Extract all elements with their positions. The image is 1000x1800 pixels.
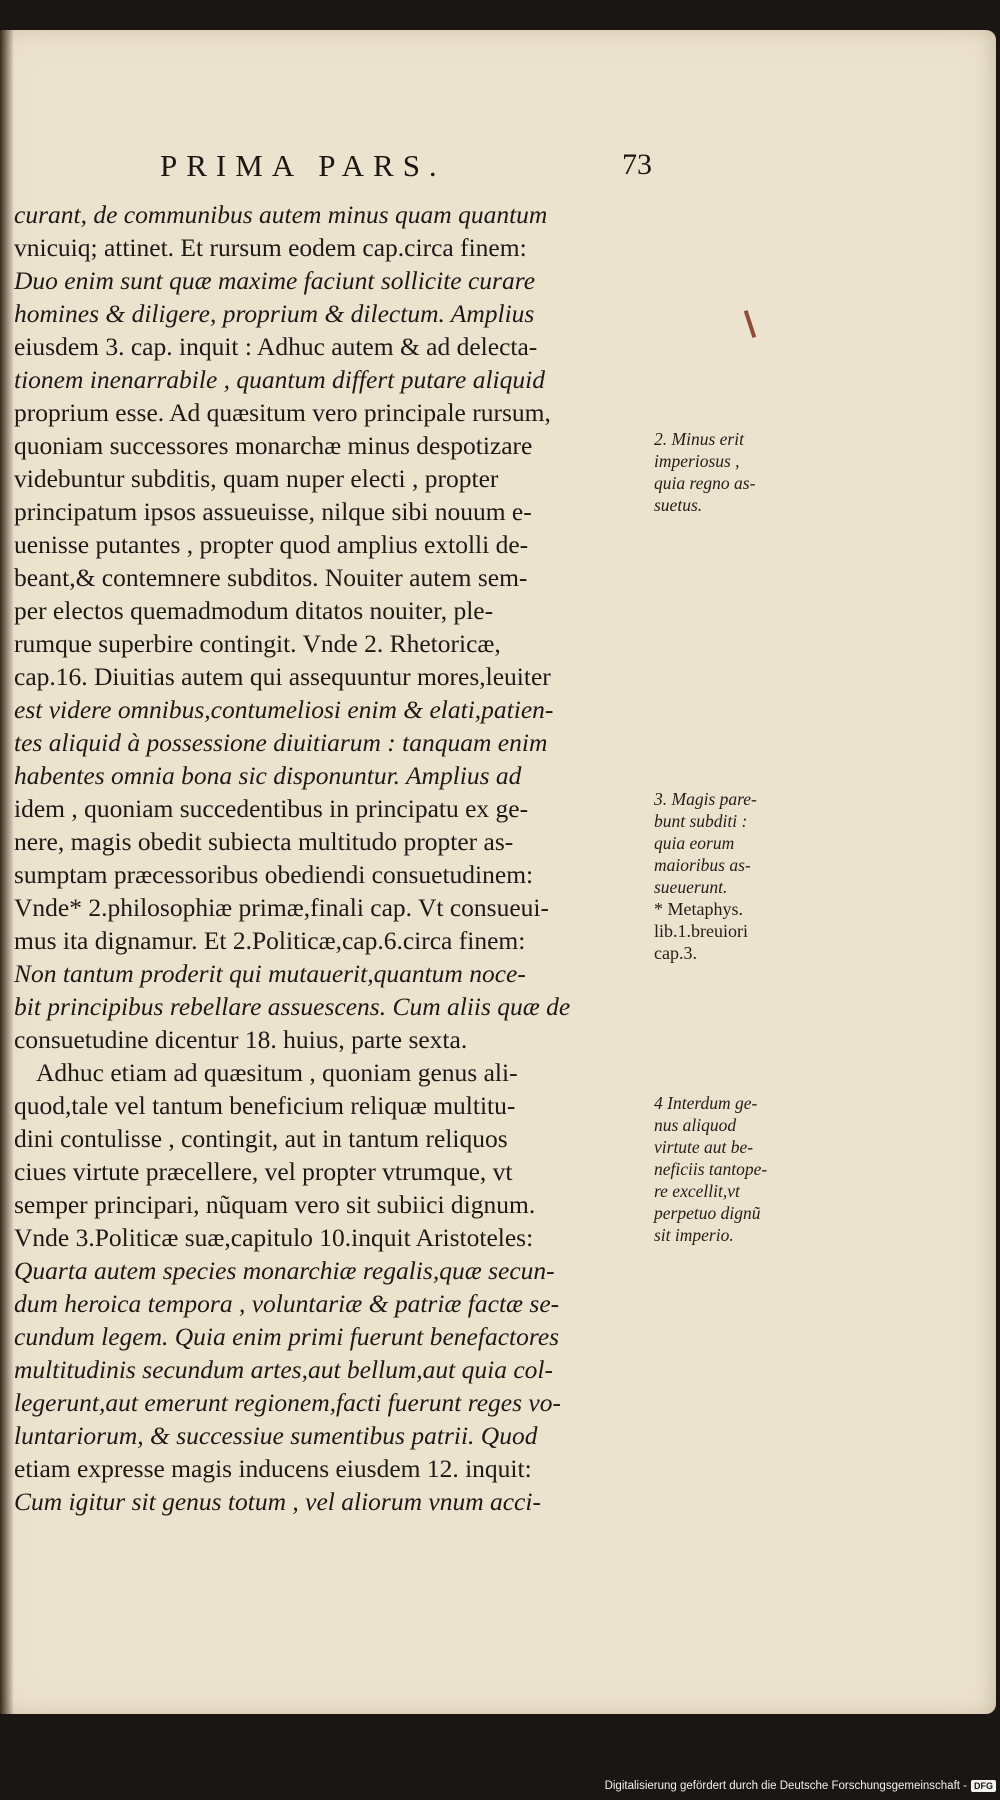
margin-note-line: sit imperio.	[654, 1225, 734, 1245]
text-line: luntariorum, & successiue sumentibus patrii. Quod	[14, 1421, 538, 1450]
text-line: principatum ipsos assueuisse, nilque sibi nouum e-	[14, 497, 532, 526]
margin-note-line: maioribus as-	[654, 855, 751, 875]
margin-note-line: sueuerunt.	[654, 877, 728, 897]
dfg-logo: DFG	[971, 1780, 996, 1792]
main-text-block	[14, 198, 652, 1518]
margin-note-line: * Metaphys.	[654, 899, 743, 919]
text-line: est videre omnibus,contumeliosi enim & elati,patien-	[14, 695, 554, 724]
text-line: eiusdem 3. cap. inquit : Adhuc autem & ad delecta-	[14, 332, 538, 361]
text-line: rumque superbire contingit. Vnde 2. Rhetoricæ,	[14, 629, 501, 658]
margin-note-line: bunt subditi :	[654, 811, 748, 831]
text-line: proprium esse. Ad quæsitum vero principale rursum,	[14, 398, 551, 427]
text-line: sumptam præcessoribus obediendi consuetudinem:	[14, 860, 534, 889]
text-line: dum heroica tempora , voluntariæ & patriæ factæ se-	[14, 1289, 560, 1318]
text-line: ciues virtute præcellere, vel propter vtrumque, vt	[14, 1157, 513, 1186]
text-line: bit principibus rebellare assuescens. Cum aliis quæ de	[14, 992, 571, 1021]
margin-note-line: imperiosus ,	[654, 451, 740, 471]
margin-note-line: 4 Interdum ge-	[654, 1093, 758, 1113]
margin-note-line: nus aliquod	[654, 1115, 737, 1135]
margin-note-line: 3. Magis pare-	[654, 789, 757, 809]
page-header	[150, 148, 652, 192]
text-line: nere, magis obedit subiecta multitudo propter as-	[14, 827, 514, 856]
text-line: videbuntur subditis, quam nuper electi , propter	[14, 464, 499, 493]
text-line: Adhuc etiam ad quæsitum , quoniam genus ali-	[36, 1058, 518, 1087]
text-line: cap.16. Diuitias autem qui assequuntur mores,leuiter	[14, 662, 551, 691]
text-line: Cum igitur sit genus totum , vel aliorum vnum acci-	[14, 1487, 541, 1516]
text-line: quoniam successores monarchæ minus despotizare	[14, 431, 533, 460]
text-line: homines & diligere, proprium & dilectum. Amplius	[14, 299, 535, 328]
text-line: habentes omnia bona sic disponuntur. Amplius ad	[14, 761, 522, 790]
margin-note-line: virtute aut be-	[654, 1137, 754, 1157]
ink-mark	[744, 310, 756, 338]
footer-credit: Digitalisierung gefördert durch die Deutsche Forschungsgemeinschaft -	[604, 1780, 967, 1792]
margin-note-line: cap.3.	[654, 943, 697, 963]
book-page	[0, 30, 996, 1714]
running-title: PRIMA PARS.	[160, 148, 446, 183]
text-line: Vnde 3.Politicæ suæ,capitulo 10.inquit Aristoteles:	[14, 1223, 534, 1252]
text-line: tes aliquid à possessione diuitiarum : tanquam enim	[14, 728, 548, 757]
text-line: uenisse putantes , propter quod amplius extolli de-	[14, 530, 529, 559]
margin-note-line: lib.1.breuiori	[654, 921, 748, 941]
margin-note-line: re excellit,vt	[654, 1181, 740, 1201]
text-line: Non tantum proderit qui mutauerit,quantum noce-	[14, 959, 526, 988]
text-line: mus ita dignamur. Et 2.Politicæ,cap.6.circa finem:	[14, 926, 526, 955]
text-line: legerunt,aut emerunt regionem,facti fuerunt reges vo-	[14, 1388, 561, 1417]
margin-note-line: neficiis tantope-	[654, 1159, 768, 1179]
margin-note-line: quia regno as-	[654, 473, 756, 493]
text-line: cundum legem. Quia enim primi fuerunt benefactores	[14, 1322, 560, 1351]
text-line: dini contulisse , contingit, aut in tantum reliquos	[14, 1124, 508, 1153]
text-line: Duo enim sunt quæ maxime faciunt sollicite curare	[14, 266, 536, 295]
digitization-footer	[605, 1776, 996, 1796]
text-line: quod,tale vel tantum beneficium reliquæ multitu-	[14, 1091, 516, 1120]
text-line: curant, de communibus autem minus quam quantum	[14, 200, 548, 229]
margin-note-3	[654, 788, 804, 964]
text-line: beant,& contemnere subditos. Nouiter autem sem-	[14, 563, 528, 592]
text-line: Vnde* 2.philosophiæ primæ,finali cap. Vt consueui-	[14, 893, 549, 922]
text-line: idem , quoniam succedentibus in principatu ex ge-	[14, 794, 529, 823]
text-line: etiam expresse magis inducens eiusdem 12. inquit:	[14, 1454, 532, 1483]
text-line: semper principari, nũquam vero sit subiici dignum.	[14, 1190, 536, 1219]
margin-note-line: quia eorum	[654, 833, 735, 853]
margin-note-line: suetus.	[654, 495, 703, 515]
margin-note-line: perpetuo dignũ	[654, 1203, 761, 1223]
margin-note-line: 2. Minus erit	[654, 429, 744, 449]
text-line: tionem inenarrabile , quantum differt putare aliquid	[14, 365, 545, 394]
page-number: 73	[622, 148, 652, 181]
text-line: per electos quemadmodum ditatos nouiter, ple-	[14, 596, 494, 625]
margin-note-2	[654, 428, 804, 516]
text-line: multitudinis secundum artes,aut bellum,aut quia col-	[14, 1355, 553, 1384]
text-line: vnicuiq; attinet. Et rursum eodem cap.circa finem:	[14, 233, 527, 262]
margin-note-4	[654, 1092, 804, 1246]
text-line: Quarta autem species monarchiæ regalis,quæ secun-	[14, 1256, 555, 1285]
text-line: consuetudine dicentur 18. huius, parte sexta.	[14, 1025, 468, 1054]
